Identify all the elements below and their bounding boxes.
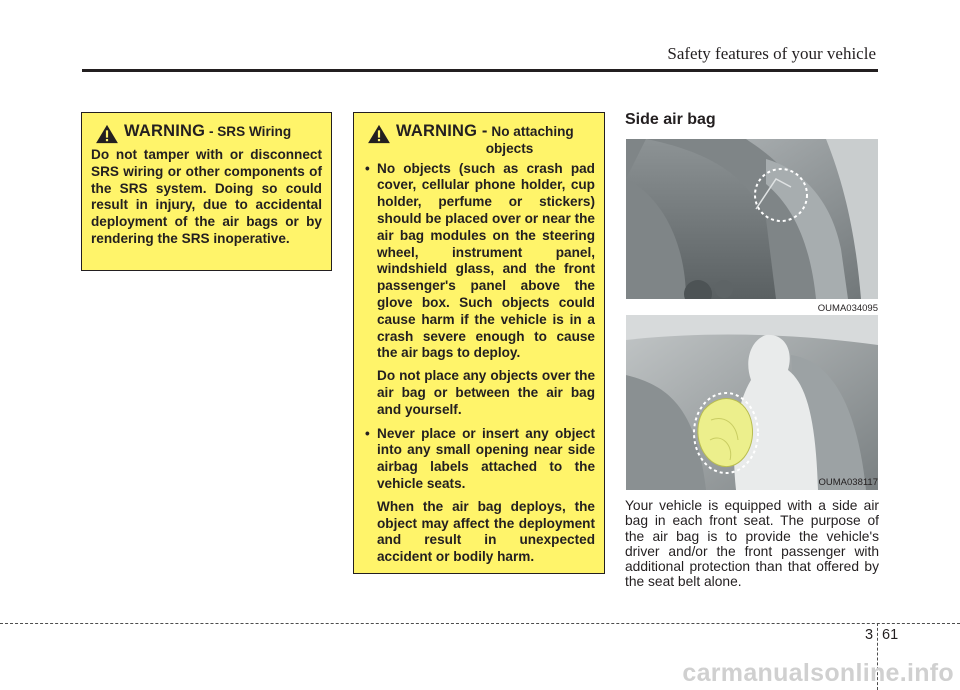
chapter-number: 3 (865, 627, 874, 643)
list-item-paragraph: No objects (such as crash pad cover, cellular phone holder, cup holder, perfume or stickers) should be placed over or near the air bag modules on the steering wheel, instrument panel, windshield glass, and the front passenger's panel above the glove box. Such objects could cause harm if the vehicle is in a crash severe enough to cause the air bags to deploy. (377, 160, 595, 361)
seat-illustration (626, 139, 878, 299)
bullet: • (365, 160, 370, 176)
figure-code: OUMA038117 (818, 477, 878, 488)
bullet: • (365, 425, 370, 441)
warning-triangle-icon (94, 124, 120, 144)
warning-subtitle-line2: objects (485, 140, 534, 156)
warning-subtitle: - SRS Wiring (208, 124, 292, 139)
list-item-paragraph: Never place or insert any object into any small opening near side airbag labels attached to the vehicle seats. (377, 425, 595, 491)
warning-subtitle-line1: No attaching (491, 124, 574, 139)
figure-side-airbag-deployed (626, 315, 878, 490)
header-rule (82, 69, 878, 72)
warning-box-srs-wiring (81, 112, 332, 271)
watermark: carmanualsonline.info (682, 659, 954, 687)
section-header: Safety features of your vehicle (667, 44, 876, 63)
warning-list (363, 161, 595, 566)
airbag-illustration (626, 315, 878, 490)
section-title: Side air bag (625, 111, 716, 128)
warning-heading (91, 123, 322, 144)
list-item-paragraph: When the air bag deploys, the object may affect the deployment and result in unexpected accident or bodily harm. (377, 498, 595, 565)
warning-heading (363, 123, 595, 158)
list-item-paragraph: Do not place any objects over the air bag or between the air bag and yourself. (377, 368, 595, 417)
warning-text: Do not tamper with or disconnect SRS wiring or other components of the SRS system. Doing so could result in injury, due to accidental deployment of the air bags or by rendering the SRS inoperative. (91, 147, 322, 246)
warning-word: WARNING - (396, 122, 488, 140)
footer-rule (0, 623, 960, 624)
list-item (363, 161, 595, 419)
warning-box-no-attaching-objects (353, 112, 605, 574)
figure-code: OUMA034095 (817, 303, 878, 314)
page-number: 61 (882, 627, 899, 643)
warning-triangle-icon (366, 124, 392, 144)
side-air-bag-description: Your vehicle is equipped with a side air bag in each front seat. The purpose of the air bag is to provide the vehicle's driver and/or the front passenger with additional protection than that offered by the seat belt alone. (625, 498, 879, 590)
list-item (363, 426, 595, 566)
figure-seat-side-airbag-location (626, 139, 878, 299)
warning-word: WARNING (124, 122, 206, 140)
